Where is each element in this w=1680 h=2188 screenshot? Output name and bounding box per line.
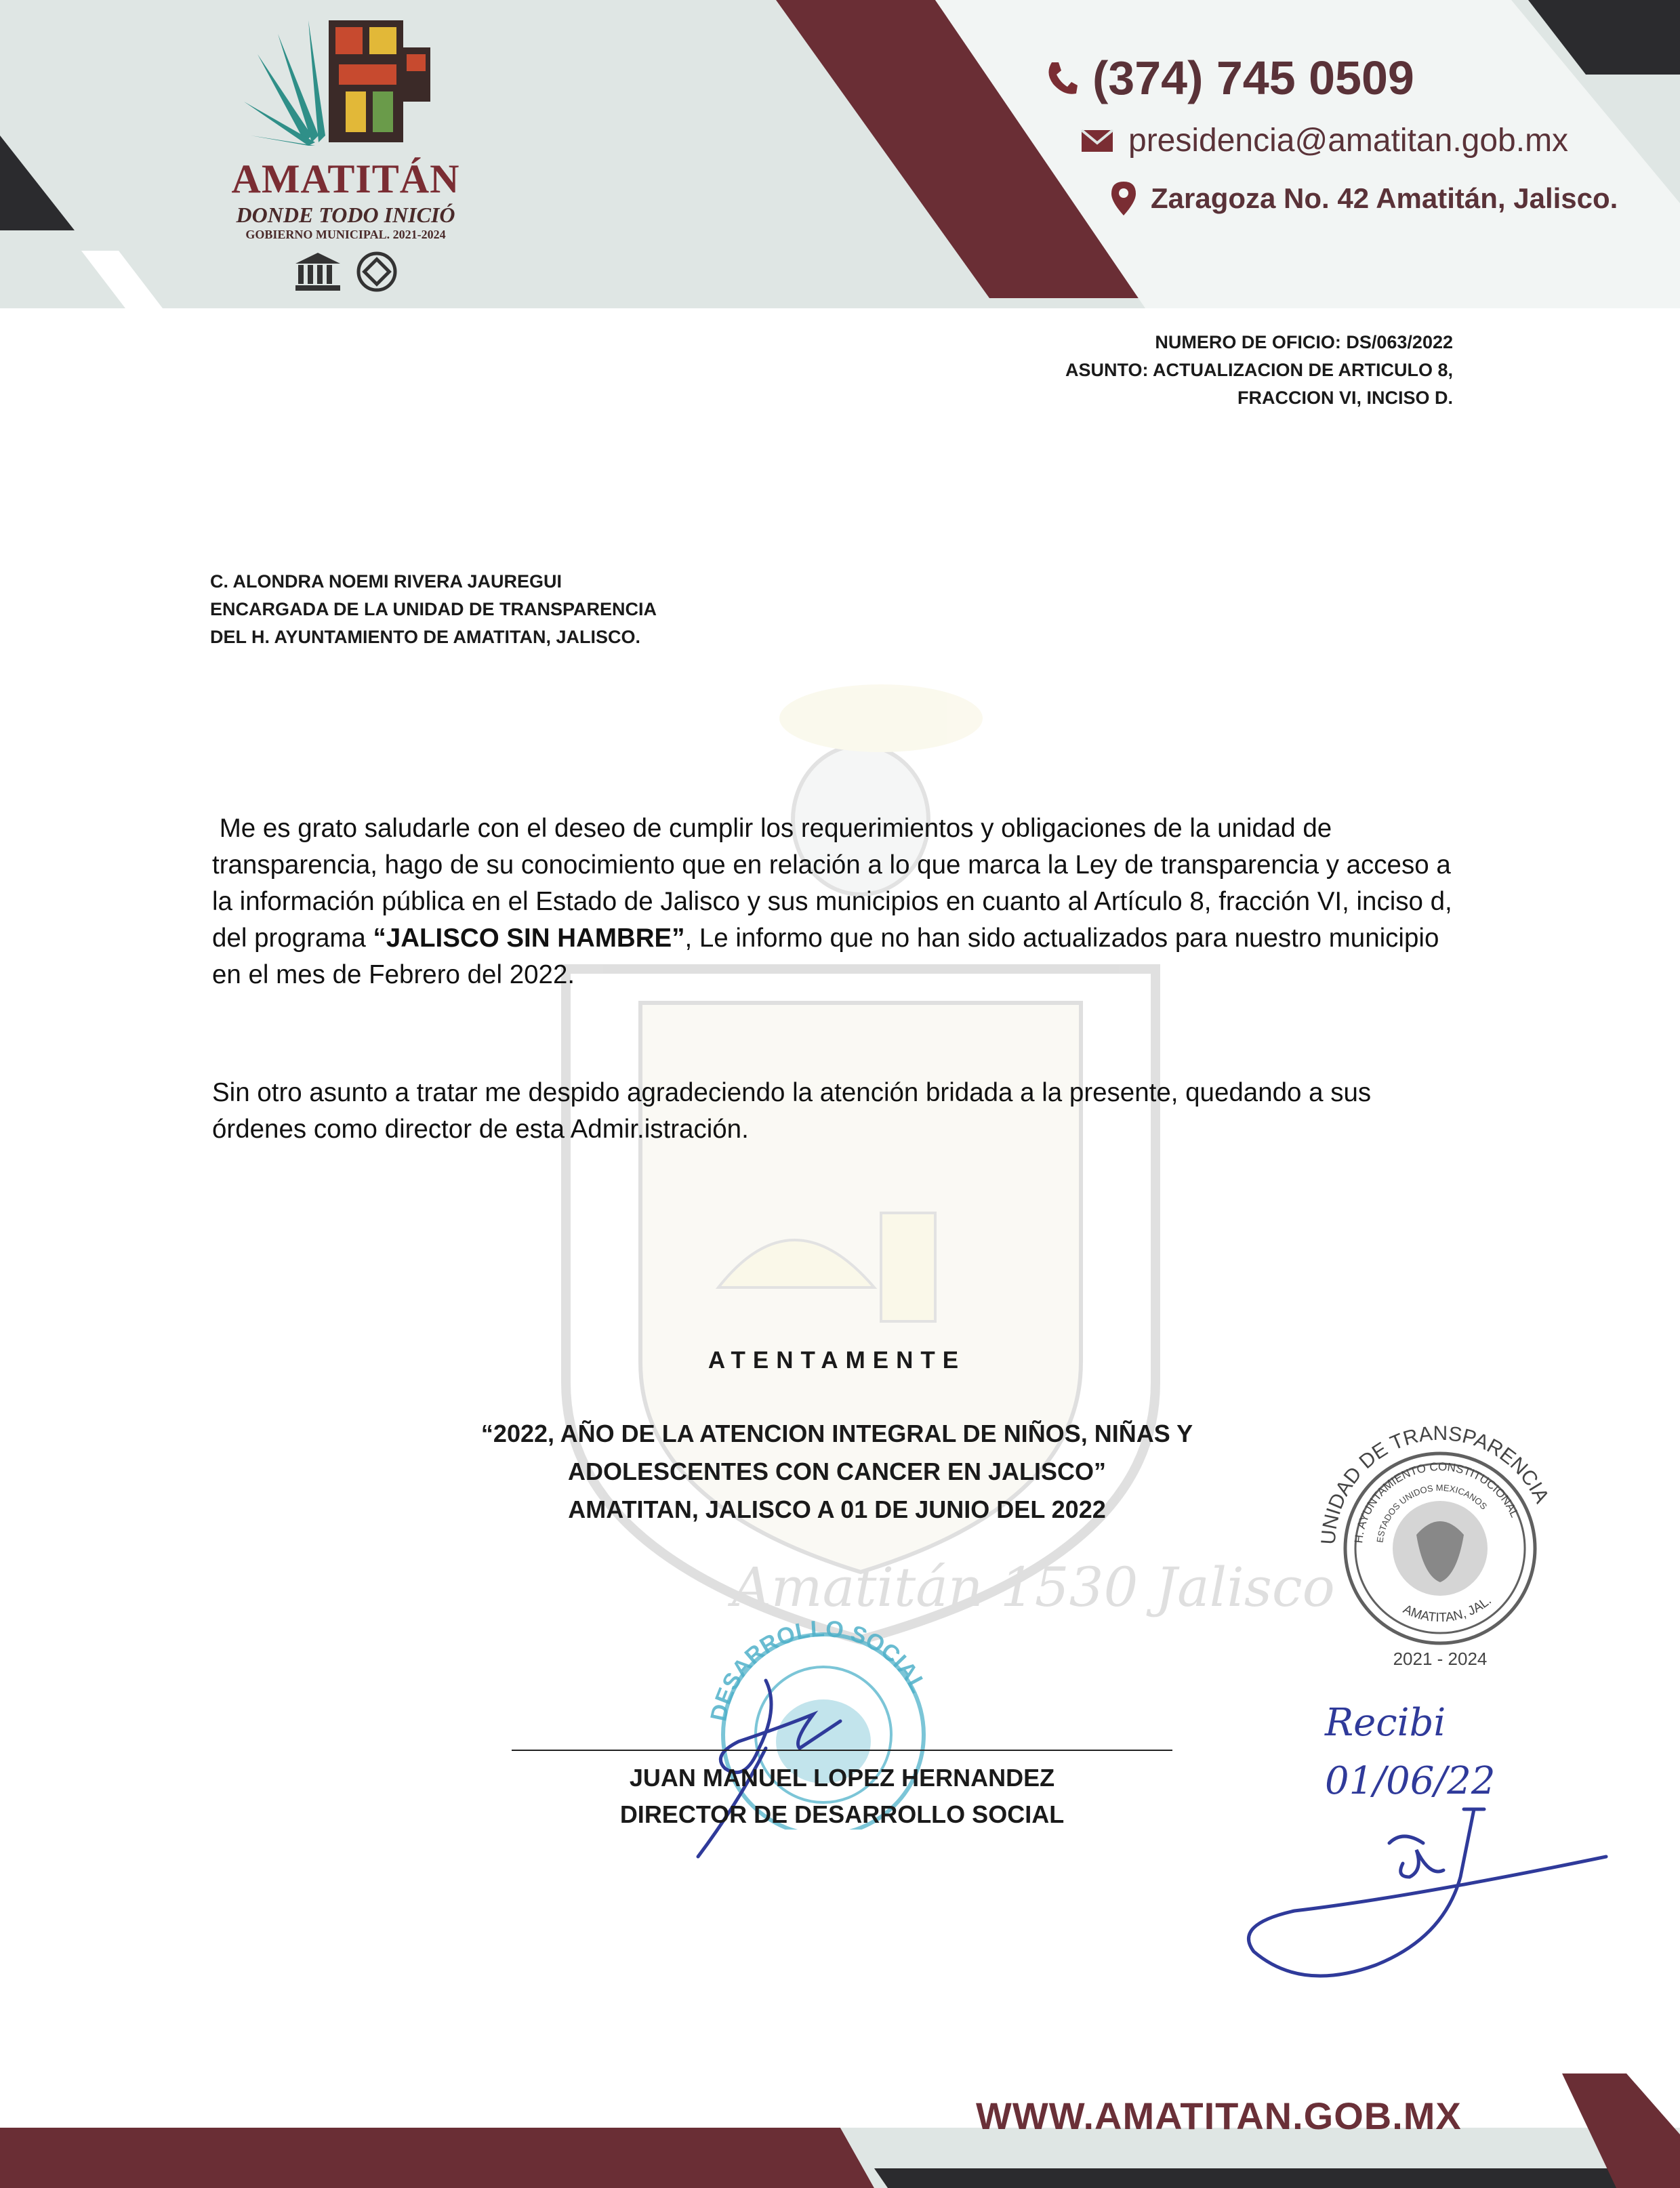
logo-tagline: DONDE TODO INICIÓ [236,203,455,227]
municipal-logo [203,7,488,298]
signer-name: JUAN MANUEL LOPEZ HERNANDEZ [629,1764,1055,1792]
body-paragraph-1 [212,810,1452,993]
phone-number: (374) 745 0509 [1092,51,1414,104]
received-note [1325,1694,1496,1811]
oficio-reference [1065,329,1453,412]
signer-block [512,1760,1172,1833]
contact-address [1111,182,1618,215]
transparencia-stamp-country: ESTADOS UNIDOS MEXICANOS [1374,1482,1490,1544]
phone-icon [1044,60,1078,97]
transparencia-stamp [1315,1420,1565,1677]
closing-motto [407,1415,1267,1529]
p1-text-start: Me es grato saludarle con el deseo de cumplir los requerimientos y obligaciones de la unidad de transparencia, hago de su conocimiento que en relación a lo que marca la Ley de transparencia y acceso a la información pública en el Estado de Jalisco y sus municipios en cuanto al Artículo 8, fracción VI, inciso d, del programa [212,814,1452,953]
place-date: AMATITAN, JALISCO A 01 DE JUNIO DEL 2022 [568,1495,1106,1523]
p1-text-end: , Le informo que no han sido actualizados para nuestro municipio en el mes de Febrero del 2022. [212,924,1439,989]
envelope-icon [1081,129,1113,152]
motto-line-2: ADOLESCENTES CON CANCER EN JALISCO” [567,1458,1107,1485]
location-pin-icon [1111,182,1136,215]
social-stamp-label: DESARROLLO SOCIAL [705,1615,932,1724]
logo-name: AMATITÁN [231,157,460,201]
email-address: presidencia@amatitan.gob.mx [1128,123,1569,159]
footer-maroon-bar [0,2128,874,2188]
svg-text:Amatitán 1530 Jalisco: Amatitán 1530 Jalisco [732,1556,1335,1619]
program-name: “JALISCO SIN HAMBRE” [373,924,685,953]
signer-title: DIRECTOR DE DESARROLLO SOCIAL [619,1800,1065,1828]
logo-government: GOBIERNO MUNICIPAL. 2021-2024 [245,228,446,241]
contact-email [1081,122,1568,159]
oficio-subject-line1: ASUNTO: ACTUALIZACION DE ARTICULO 8, [1065,360,1453,380]
agave-glyph-icon [244,7,447,156]
recipient-signature [1240,1802,1620,2019]
transparencia-stamp-place: AMATITAN, JAL. [1400,1593,1494,1626]
footer-website[interactable]: WWW.AMATITAN.GOB.MX [976,2094,1462,2137]
heritage-icons [203,251,488,292]
signature-line [512,1750,1172,1751]
oficio-number: NUMERO DE OFICIO: DS/063/2022 [1155,332,1453,352]
transparencia-stamp-ayuntamiento: H. AYUNTAMIENTO CONSTITUCIONAL [1352,1460,1521,1544]
oficio-subject-line2: FRACCION VI, INCISO D. [1237,388,1453,408]
recipient-institution: DEL H. AYUNTAMIENTO DE AMATITAN, JALISCO. [210,627,641,647]
recipient-name: C. ALONDRA NOEMI RIVERA JAUREGUI [210,571,562,592]
closing-atentamente: ATENTAMENTE [708,1347,966,1374]
motto-line-1: “2022, AÑO DE LA ATENCION INTEGRAL DE NIÑOS, NIÑAS Y [480,1420,1193,1447]
contact-phone [1044,51,1414,105]
unesco-temple-icon [294,251,342,292]
received-date: 01/06/22 [1325,1759,1496,1803]
footer-dark-bar [874,2168,1680,2188]
recipient-role: ENCARGADA DE LA UNIDAD DE TRANSPARENCIA [210,599,657,619]
recipient-block [210,568,657,651]
body-paragraph-2: Sin otro asunto a tratar me despido agradeciendo la atención bridada a la presente, quedando a sus órdenes como director de esta Admir.istración. [212,1078,1372,1144]
transparencia-stamp-years: 2021 - 2024 [1393,1649,1488,1669]
received-word: Recibi [1325,1701,1446,1745]
world-heritage-icon [356,251,397,292]
transparencia-stamp-title: UNIDAD DE TRANSPARENCIA [1317,1422,1553,1546]
street-address: Zaragoza No. 42 Amatitán, Jalisco. [1151,182,1618,214]
